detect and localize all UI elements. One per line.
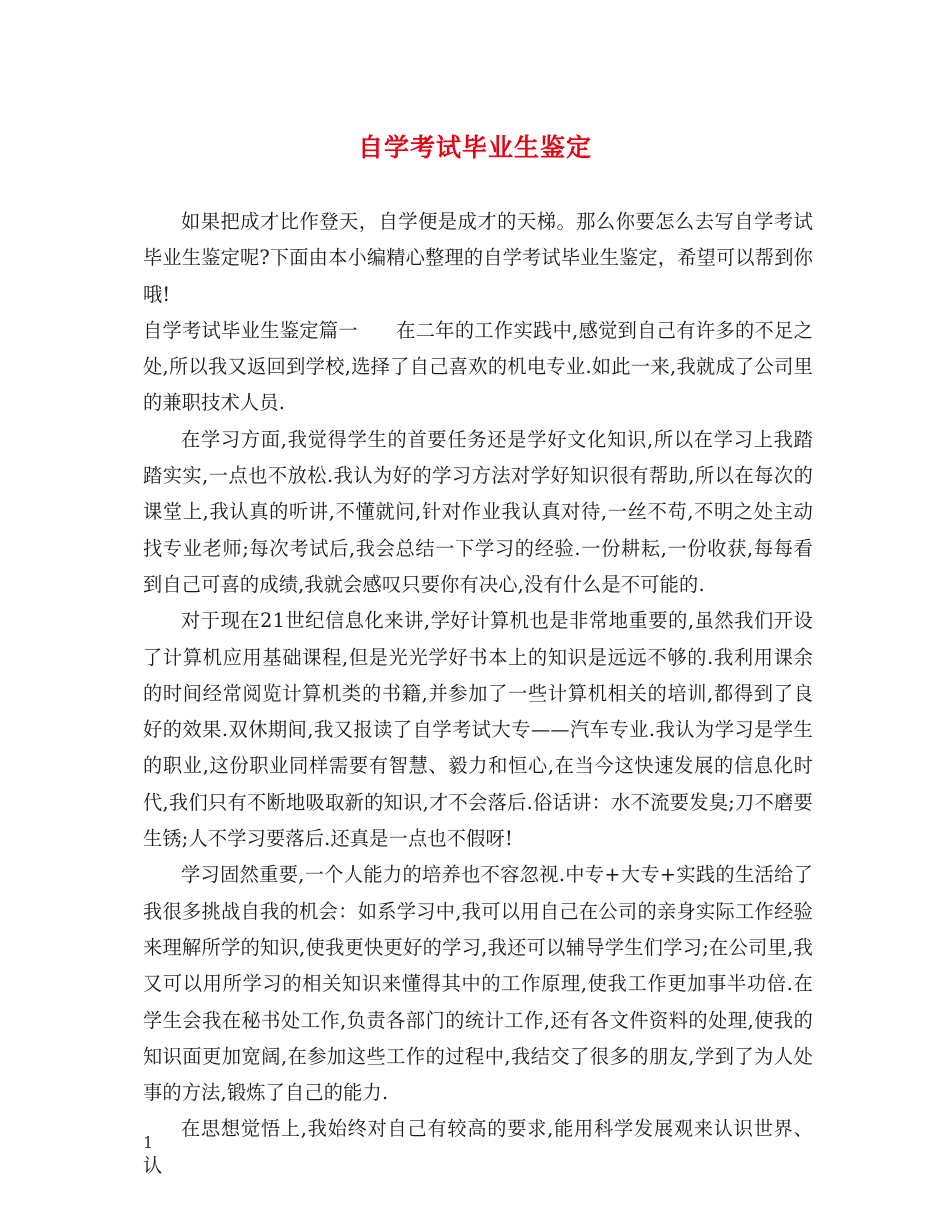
body-paragraph: 在学习方面,我觉得学生的首要任务还是学好文化知识,所以在学习上我踏踏实实,一点也不放松.我认为好的学习方法对学好知识很有帮助,所以在每次的课堂上,我认真的听讲,不懂就问,针对作业我认真对待,一丝不苟,不明之处主动找专业老师;每次考试后,我会总结一下学习的经验.一份耕耘,一份收获,每每看到自己可喜的成绩,我就会感叹只要你有决心,没有什么是不可能的. (143, 427, 813, 596)
document-body (143, 204, 813, 1184)
section-heading: 自学考试毕业生鉴定篇一 (143, 318, 359, 342)
body-paragraph: 学习固然重要,一个人能力的培养也不容忽视.中专+大专+实践的生活给了我很多挑战自我的机会：如系学习中,我可以用自己在公司的亲身实际工作经验来理解所学的知识,使我更快更好的学习,我还可以辅导学生们学习;在公司里,我又可以用所学习的相关知识来懂得其中的工作原理,使我工作更加事半功倍.在学生会我在秘书处工作,负责各部门的统计工作,还有各文件资料的处理,使我的知识面更加宽阔,在参加这些工作的过程中,我结交了很多的朋友,学到了为人处事的方法,锻炼了自己的能力. (143, 863, 813, 1105)
section-first-paragraph (143, 313, 813, 422)
document-title: 自学考试毕业生鉴定 (357, 133, 592, 162)
intro-paragraph: 如果把成才比作登天，自学便是成才的天梯。那么你要怎么去写自学考试毕业生鉴定呢?下面由本小编精心整理的自学考试毕业生鉴定，希望可以帮到你哦! (143, 210, 813, 306)
body-paragraph: 对于现在21世纪信息化来讲,学好计算机也是非常地重要的,虽然我们开设了计算机应用基础课程,但是光光学好书本上的知识是远远不够的.我利用课余的时间经常阅览计算机类的书籍,并参加了一些计算机相关的培训,都得到了良好的效果.双休期间,我又报读了自学考试大专——汽车专业.我认为学习是学生的职业,这份职业同样需要有智慧、毅力和恒心,在当今这快速发展的信息化时代,我们只有不断地吸取新的知识,才不会落后.俗话讲：水不流要发臭;刀不磨要生锈;人不学习要落后.还真是一点也不假呀! (143, 609, 813, 851)
body-paragraph: 在思想觉悟上,我始终对自己有较高的要求,能用科学发展观来认识世界、认 (143, 1117, 813, 1177)
page-number: 1 (143, 1133, 154, 1152)
section-first-text: 在二年的工作实践中,感觉到自己有许多的不足之处,所以我又返回到学校,选择了自己喜欢的机电专业.如此一来,我就成了公司里的兼职技术人员. (143, 318, 813, 415)
